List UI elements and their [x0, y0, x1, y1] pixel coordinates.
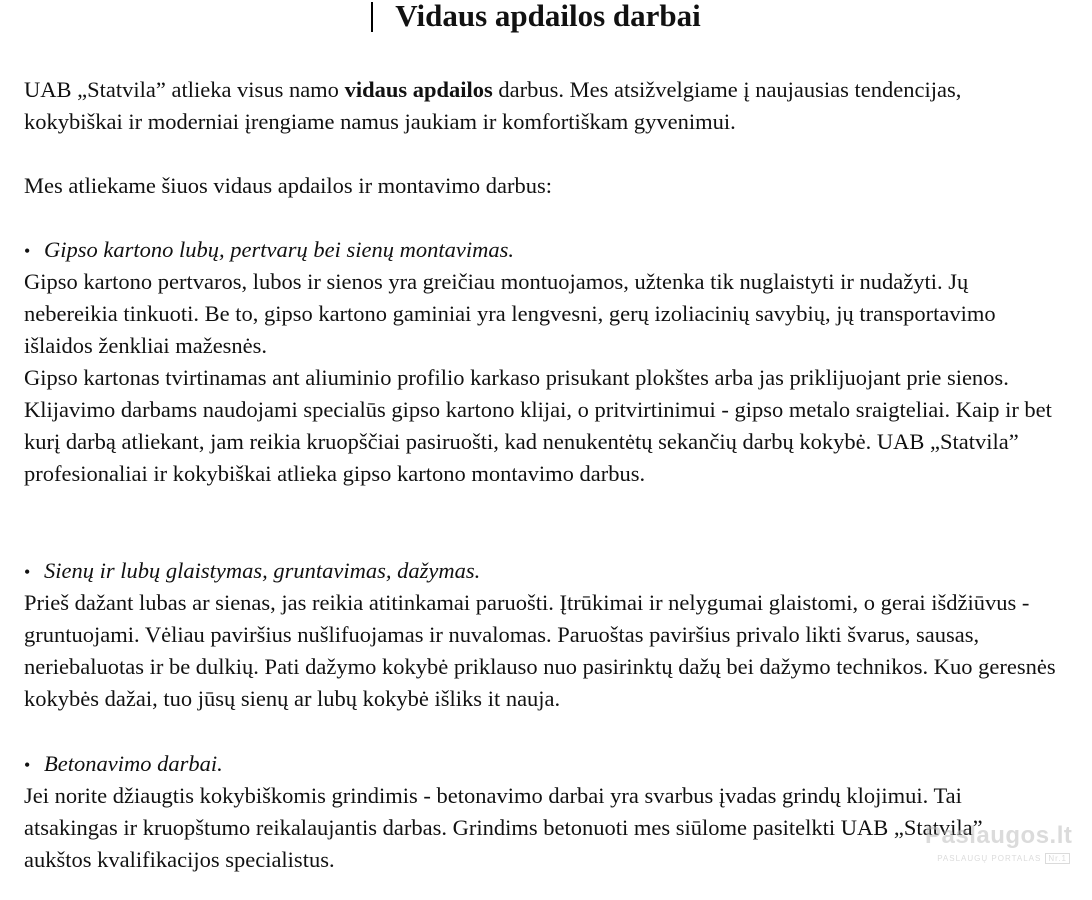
section-heading-painting: [24, 555, 480, 588]
watermark-logo: [925, 822, 1073, 878]
section-heading-text: Sienų ir lubų glaistymas, gruntavimas, dažymas.: [44, 558, 481, 583]
bullet-icon: •: [24, 562, 31, 582]
page-title: Vidaus apdailos darbai: [395, 0, 701, 33]
services-lead: Mes atliekame šiuos vidaus apdailos ir montavimo darbus:: [24, 173, 553, 198]
watermark-subtitle: [925, 854, 1070, 863]
section-paragraph: Gipso kartonas tvirtinamas ant aliuminio profilio karkaso prisukant plokštes arba jas priklijuojant prie sienos. Klijavimo darbams naudojami specialūs gipso kartono klijai, o pritvirtinimui - gipso metalo sraigteliai. Kaip ir bet kurį darbą atliekant, jam reikia kruopščiai pasiruošti, kad nenukentėtų sekančių darbų kokybė. UAB „Statvila” profesionaliai ir kokybiškai atlieka gipso kartono montavimo darbus.: [24, 365, 1052, 486]
intro-text-1: UAB „Statvila” atlieka visus namo: [24, 77, 345, 102]
section-paragraph: Jei norite džiaugtis kokybiškomis grindimis - betonavimo darbai yra svarbus įvadas grindų klojimui. Tai atsakingas ir kruopštumo reikalaujantis darbas. Grindims betonuoti mes siūlome pasitelkti UAB „Statvila” aukštos kvalifikacijos specialistus.: [24, 783, 983, 872]
section-paragraph: Gipso kartono pertvaros, lubos ir sienos yra greičiau montuojamos, užtenka tik nuglaistyti ir nudažyti. Jų nebereikia tinkuoti. Be to, gipso kartono gaminiai yra lengvesni, gerų izoliacinių savybių, jų transportavimo išlaidos ženkliai mažesnės.: [24, 269, 996, 358]
watermark-sub-text: PASLAUGŲ PORTALAS: [937, 854, 1042, 863]
intro-paragraph: [24, 74, 1024, 138]
section-heading-concrete: [24, 748, 223, 781]
section-paragraph: Prieš dažant lubas ar sienas, jas reikia atitinkamai paruošti. Įtrūkimai ir nelygumai glaistomi, o gerai išdžiūvus - gruntuojami. Vėliau paviršius nušlifuojamas ir nuvalomas. Paruoštas paviršius privalo likti švarus, sausas, neriebaluotas ir be dulkių. Pati dažymo kokybė priklauso nuo pasirinktų dažų bei dažymo technikos. Kuo geresnės kokybės dažai, tuo jūsų sienų ar lubų kokybė išliks it nauja.: [24, 590, 1056, 711]
section-heading-text: Betonavimo darbai.: [44, 751, 223, 776]
section-heading-drywall: [24, 234, 514, 267]
intro-text-2: darbus. Mes atsižvelgiame į naujausias tendencijas, kokybiškai ir moderniai įrengiame namus jaukiam ir komfortiškam gyvenimui.: [24, 77, 962, 134]
bullet-icon: •: [24, 755, 31, 775]
bullet-icon: •: [24, 241, 31, 261]
text-cursor: [371, 2, 373, 32]
watermark-logo-text: Paslaugos.lt: [925, 822, 1073, 849]
section-heading-text: Gipso kartono lubų, pertvarų bei sienų montavimas.: [44, 237, 514, 262]
intro-bold-text: vidaus apdailos: [344, 77, 493, 102]
watermark-badge: Nr.1: [1045, 853, 1070, 864]
